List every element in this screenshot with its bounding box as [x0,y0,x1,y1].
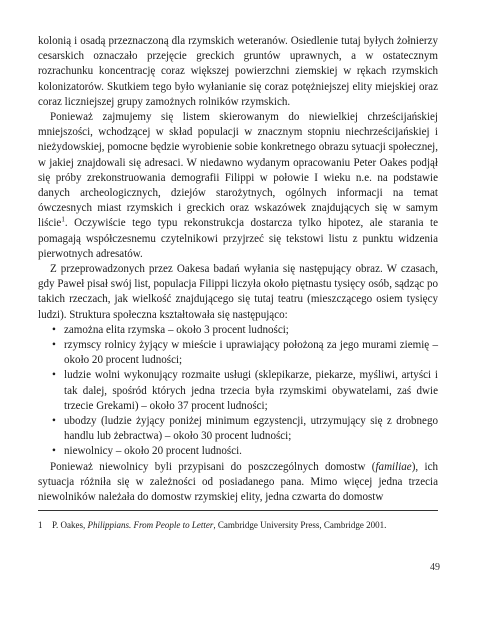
paragraph: kolonią i osadą przeznaczoną dla rzymskich weteranów. Osiedlenie tutaj byłych żołnierzy cesarskich oznaczało przejęcie greckich gruntów uprawnych, a w ostatecznym rozrachunku koncentrację coraz większej powierzchni ziemskiej w rękach rzymskich kolonizatorów. Skutkiem tego było wyłanianie się coraz potężniejszej elity miejskiej oraz coraz liczniejszej grupy zamożnych rolników rzymskich. [38,35,438,108]
paragraph-text: Ponieważ zajmujemy się listem skierowanym do niewielkiej chrześcijańskiej mniejszości, wchodzącej w skład populacji w znacznym stopniu niechrześcijańskiej i nieżydowskiej, pomocne będzie wyrobienie sobie konkretnego obrazu sytuacji społecznej, w jakiej znajdowali się adresaci. W niedawno wydanym opracowaniu Peter Oakes podjął się próby zrekonstruowania demografii Filippi w połowie I wieku n.e. na podstawie danych archeologicznych, dziejów starożytnych, ogólnych informacji na temat ówczesnych miast rzymskich i greckich oraz wskazówek znajdujących się w samym liście [38,111,439,230]
list-item: • niewolnicy – około 20 procent ludności. [52,444,438,459]
population-list [38,323,438,460]
list-item: • ubodzy (ludzie żyjący poniżej minimum egzystencji, utrzymujący się z drobnego handlu lub żebractwa) – około 30 procent ludności; [52,414,438,444]
paragraph-text: ), ich sytuacja różniła się w zależności od posiadanego pana. Mimo więcej jedna trzecia niewolników należała do domostw rzymskiej elity, jedna czwarta do domostw [38,460,438,504]
footnote [38,510,438,531]
footnote-publisher: , Cambridge University Press, Cambridge 2001. [213,520,387,530]
latin-term: familiae [375,460,412,473]
list-item: • rzymscy rolnicy żyjący w mieście i uprawiający położoną za jego murami ziemię – około 20 procent ludności; [52,338,438,368]
footnote-number: 1 [38,520,43,530]
paragraph [38,110,438,262]
paragraph-text: . Oczywiście tego typu rekonstrukcja dostarcza tylko hipotez, ale starania te pomagają współczesnemu czytelnikowi przyjrzeć się tekstowi listu z punktu widzenia pierwotnych adresatów. [38,217,438,260]
body-text [38,34,438,505]
paragraph-text: Ponieważ niewolnicy byli przypisani do poszczególnych domostw ( [50,460,376,473]
footnote-reference[interactable]: 1 [61,215,65,224]
footnote-author: P. Oakes, [52,520,88,530]
footnote-title: Philippians. From People to Letter [87,520,214,530]
page-number: 49 [430,562,440,573]
list-item: • ludzie wolni wykonujący rozmaite usługi (sklepikarze, piekarze, myśliwi, artyści i tak dalej, spośród których jedna trzecia była rzymskimi obywatelami, zaś dwie trzecie Grekami) – około 37 procent ludności; [52,368,438,414]
list-item: • zamożna elita rzymska – około 3 procent ludności; [52,323,438,338]
paragraph [38,460,438,506]
paragraph: Z przeprowadzonych przez Oakesa badań wyłania się następujący obraz. W czasach, gdy Paweł pisał swój list, populacja Filippi liczyła około piętnastu tysięcy osób, sądząc po takich rzeczach, jak wielkość znajdującego się tutaj teatru (mieszczącego osiem tysięcy ludzi). Struktura społeczna kształtowała się następująco: [38,263,438,321]
